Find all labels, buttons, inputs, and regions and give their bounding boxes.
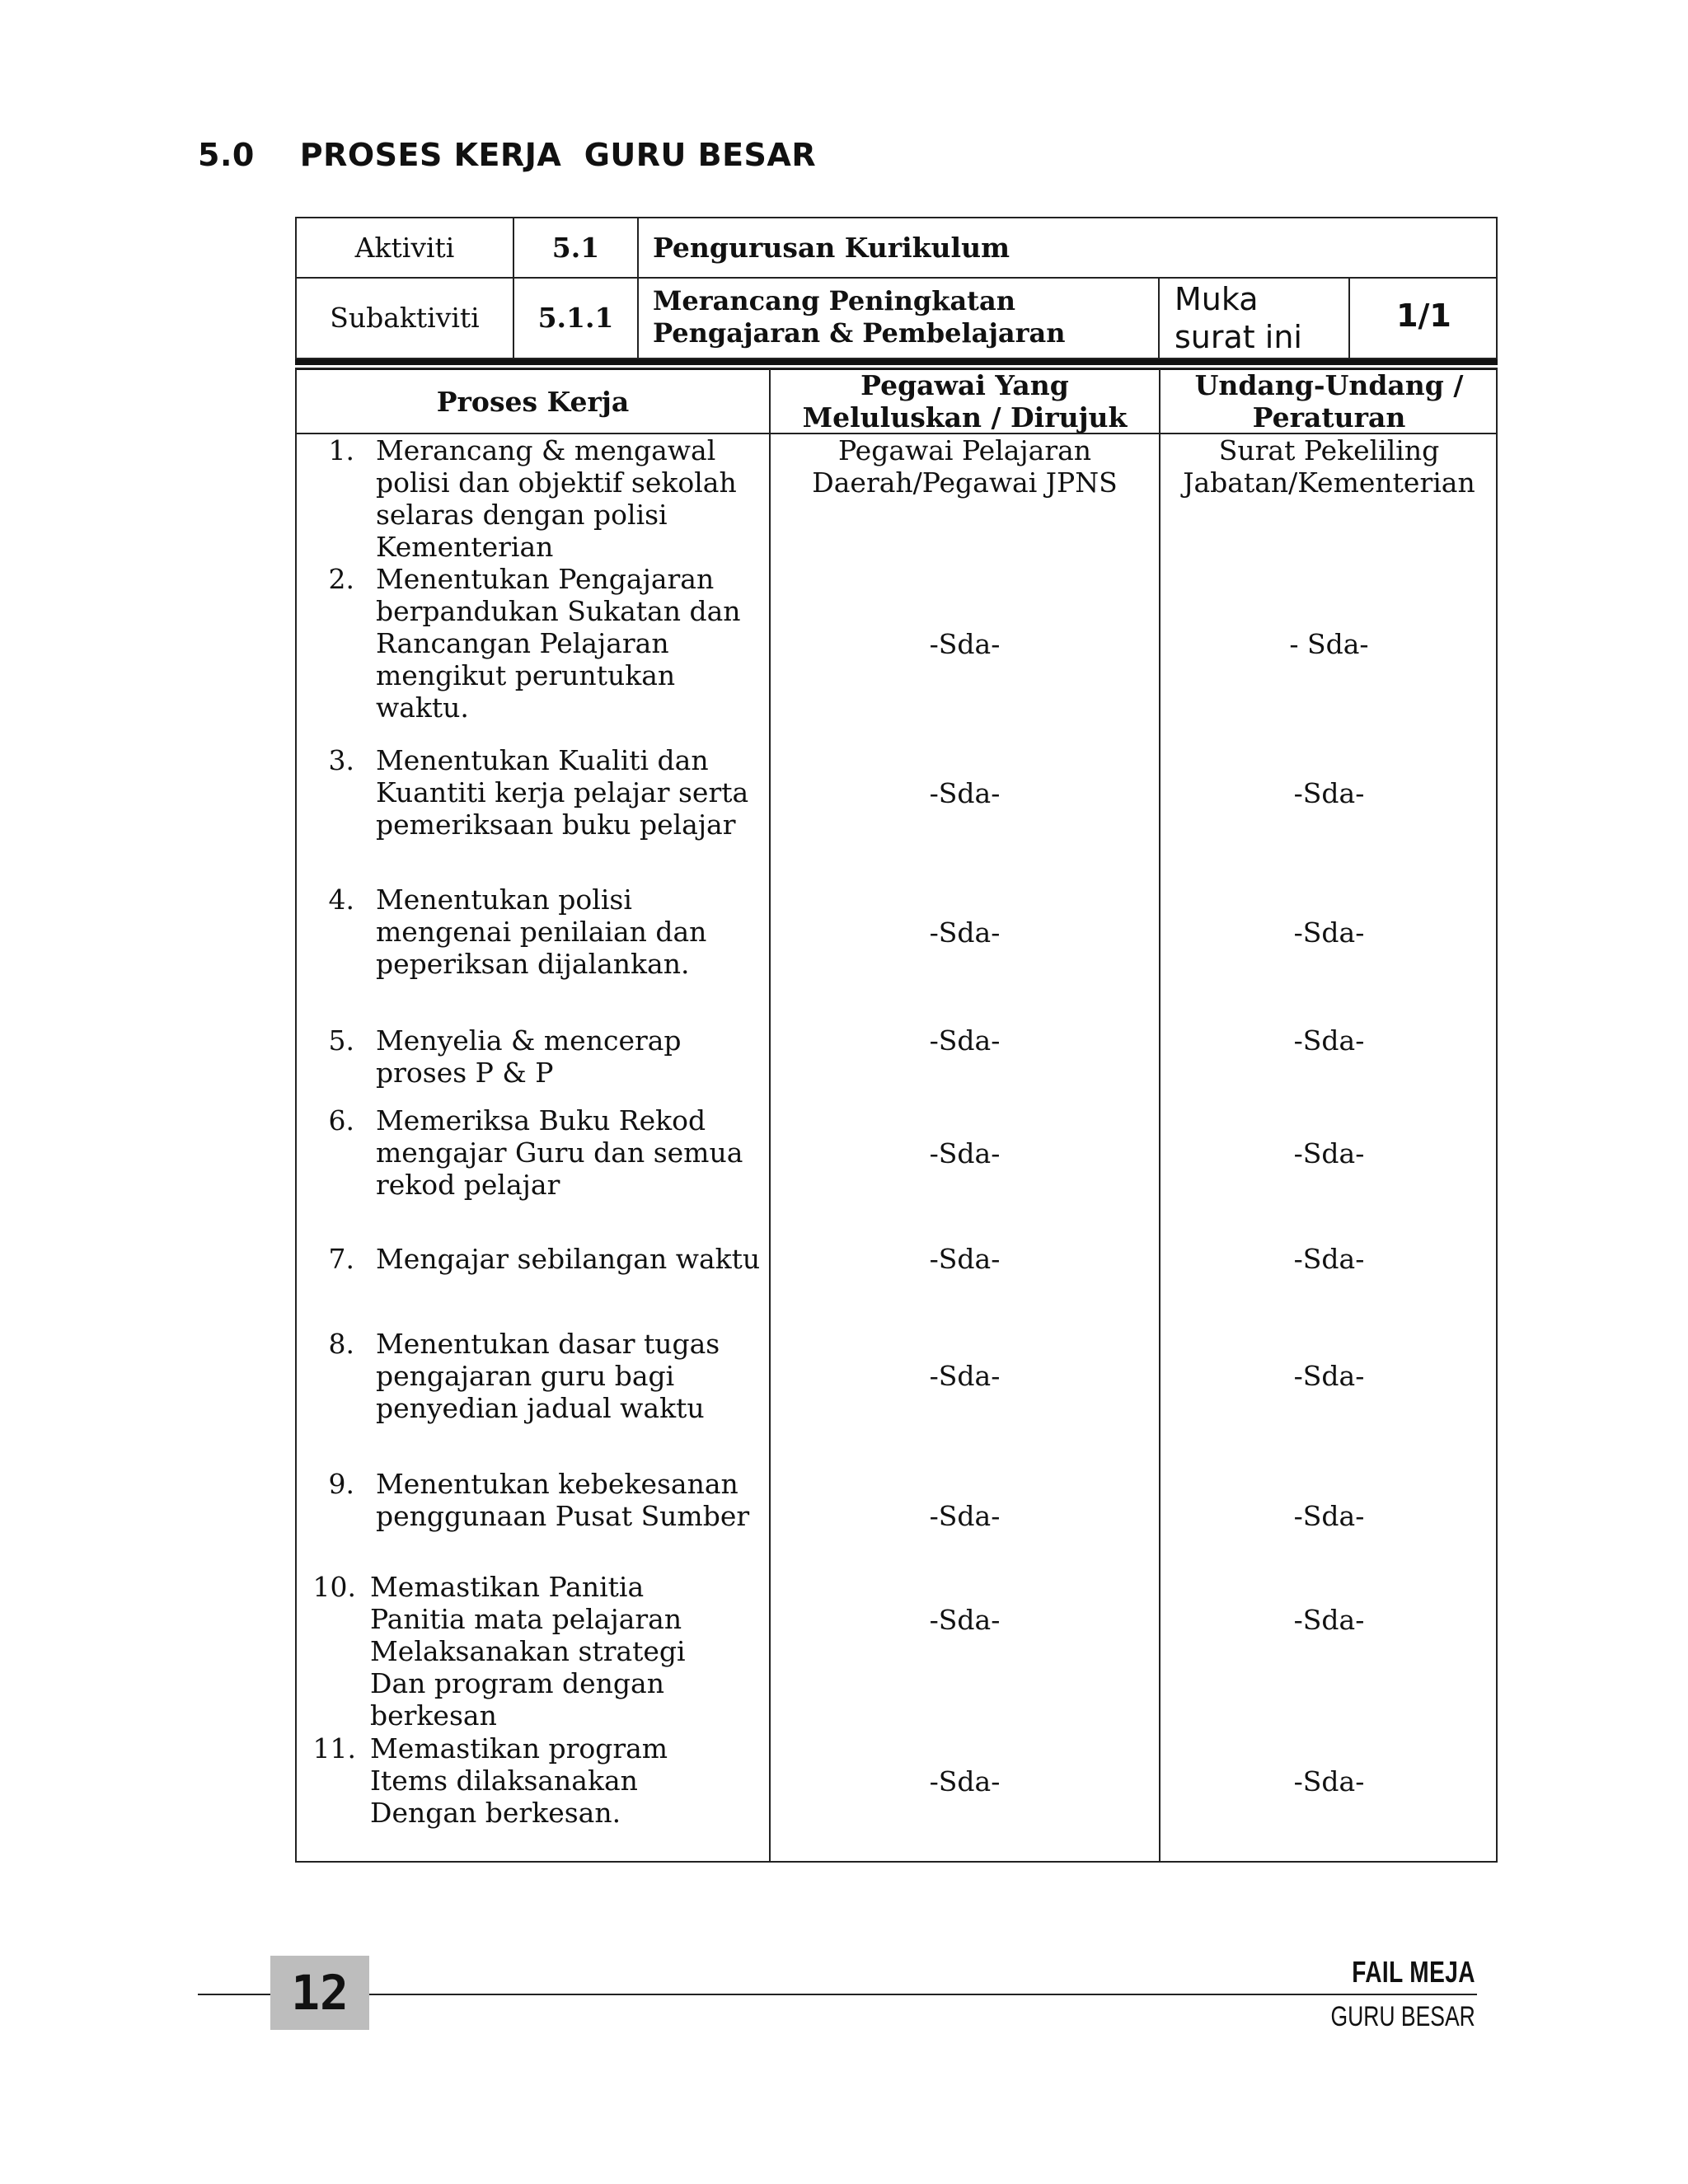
item-number: 2. xyxy=(328,563,354,595)
item-text-line: Menyelia & mencerap xyxy=(376,1024,682,1057)
item-text-line: peperiksan dijalankan. xyxy=(376,948,690,980)
item-text-line: berpandukan Sukatan dan xyxy=(376,595,741,627)
subactivity-label: Subaktiviti xyxy=(330,302,480,334)
item-text-line: Memastikan Panitia xyxy=(370,1571,645,1603)
regulation-cell: Surat Pekeliling xyxy=(1218,434,1440,466)
regulation-cell: -Sda- xyxy=(1293,916,1365,949)
footer-title: FAIL MEJA xyxy=(1352,1955,1475,1989)
footer-rule xyxy=(198,1994,1477,1995)
regulation-cell: -Sda- xyxy=(1293,1024,1365,1057)
header-col-divider-3 xyxy=(1158,277,1160,359)
item-text-line: Dan program dengan xyxy=(370,1667,664,1699)
item-text-line: Items dilaksanakan xyxy=(370,1765,638,1797)
officer-cell: -Sda- xyxy=(929,916,1001,949)
activity-name: Pengurusan Kurikulum xyxy=(653,232,1010,264)
officer-cell: -Sda- xyxy=(929,628,1001,660)
item-text-line: Menentukan Kualiti dan xyxy=(376,744,709,776)
officer-cell: Daerah/Pegawai JPNS xyxy=(812,466,1118,499)
item-text-line: Menentukan dasar tugas xyxy=(376,1328,720,1360)
header-col-divider-2 xyxy=(637,217,639,359)
item-text-line: Rancangan Pelajaran xyxy=(376,627,669,659)
subactivity-name-line1: Merancang Peningkatan xyxy=(653,285,1015,316)
officer-cell: -Sda- xyxy=(929,1500,1001,1532)
item-number: 4. xyxy=(328,883,354,916)
item-text-line: Merancang & mengawal xyxy=(376,434,716,466)
header-divider xyxy=(295,277,1498,279)
regulation-cell: -Sda- xyxy=(1293,777,1365,809)
regulation-cell: -Sda- xyxy=(1293,1137,1365,1169)
page-number: 12 xyxy=(270,1956,369,2030)
item-text-line: Menentukan kebekesanan xyxy=(376,1468,738,1500)
item-text-line: mengenai penilaian dan xyxy=(376,916,707,948)
column-header-officer-line1: Pegawai Yang xyxy=(860,369,1069,401)
page-label-line1: Muka xyxy=(1175,281,1259,317)
activity-code: 5.1 xyxy=(551,232,600,264)
officer-cell: -Sda- xyxy=(929,1765,1001,1797)
double-rule-top xyxy=(295,359,1498,365)
item-number: 1. xyxy=(328,434,354,466)
item-number: 3. xyxy=(328,744,354,776)
item-text-line: selaras dengan polisi xyxy=(376,499,668,531)
item-text-line: pengajaran guru bagi xyxy=(376,1360,675,1392)
subactivity-code: 5.1.1 xyxy=(537,302,614,334)
item-number: 10. xyxy=(312,1571,356,1603)
item-text-line: rekod pelajar xyxy=(376,1169,560,1201)
column-header-process: Proses Kerja xyxy=(436,386,630,418)
officer-cell: -Sda- xyxy=(929,1360,1001,1392)
item-text-line: berkesan xyxy=(370,1699,497,1732)
item-text-line: penyedian jadual waktu xyxy=(376,1392,705,1424)
regulation-cell: -Sda- xyxy=(1293,1604,1365,1636)
item-number: 8. xyxy=(328,1328,354,1360)
item-text-line: proses P & P xyxy=(376,1057,554,1089)
item-text-line: mengikut peruntukan xyxy=(376,659,676,691)
officer-cell: -Sda- xyxy=(929,1137,1001,1169)
officer-cell: -Sda- xyxy=(929,1243,1001,1275)
item-text-line: Menentukan polisi xyxy=(376,883,632,916)
item-text-line: Kuantiti kerja pelajar serta xyxy=(376,776,749,808)
item-text-line: waktu. xyxy=(376,691,469,724)
page-label-line2: surat ini xyxy=(1175,319,1302,355)
officer-cell: -Sda- xyxy=(929,777,1001,809)
item-text-line: Kementerian xyxy=(376,531,554,563)
item-text-line: Menentukan Pengajaran xyxy=(376,563,715,595)
column-header-law-line1: Undang-Undang / xyxy=(1194,369,1464,401)
activity-label: Aktiviti xyxy=(354,232,455,264)
officer-cell: -Sda- xyxy=(929,1604,1001,1636)
column-divider-1 xyxy=(769,368,771,1863)
item-text-line: Memastikan program xyxy=(370,1732,668,1765)
item-number: 11. xyxy=(312,1732,356,1765)
officer-cell: -Sda- xyxy=(929,1024,1001,1057)
item-text-line: Dengan berkesan. xyxy=(370,1797,621,1829)
item-text-line: Memeriksa Buku Rekod xyxy=(376,1104,706,1137)
regulation-cell: -Sda- xyxy=(1293,1243,1365,1275)
column-header-law-line2: Peraturan xyxy=(1252,401,1406,434)
item-text-line: Melaksanakan strategi xyxy=(370,1635,686,1667)
subactivity-name-line2: Pengajaran & Pembelajaran xyxy=(653,317,1066,349)
footer-subtitle: GURU BESAR xyxy=(1330,2001,1475,2032)
item-text-line: polisi dan objektif sekolah xyxy=(376,466,737,499)
page-value: 1/1 xyxy=(1396,298,1451,334)
regulation-cell: -Sda- xyxy=(1293,1360,1365,1392)
item-text-line: mengajar Guru dan semua xyxy=(376,1137,743,1169)
item-text-line: Mengajar sebilangan waktu xyxy=(376,1243,761,1275)
column-header-officer-line2: Meluluskan / Dirujuk xyxy=(802,401,1128,434)
item-text-line: pemeriksaan buku pelajar xyxy=(376,808,736,841)
regulation-cell: -Sda- xyxy=(1293,1765,1365,1797)
item-number: 9. xyxy=(328,1468,354,1500)
regulation-cell: -Sda- xyxy=(1293,1500,1365,1532)
item-number: 5. xyxy=(328,1024,354,1057)
item-text-line: Panitia mata pelajaran xyxy=(370,1603,682,1635)
column-divider-2 xyxy=(1159,368,1160,1863)
regulation-cell: Jabatan/Kementerian xyxy=(1183,466,1475,499)
regulation-cell: - Sda- xyxy=(1289,628,1369,660)
item-number: 6. xyxy=(328,1104,354,1137)
item-text-line: penggunaan Pusat Sumber xyxy=(376,1500,750,1532)
section-title: 5.0 PROSES KERJA GURU BESAR xyxy=(198,137,817,173)
officer-cell: Pegawai Pelajaran xyxy=(837,434,1092,466)
item-number: 7. xyxy=(328,1243,354,1275)
